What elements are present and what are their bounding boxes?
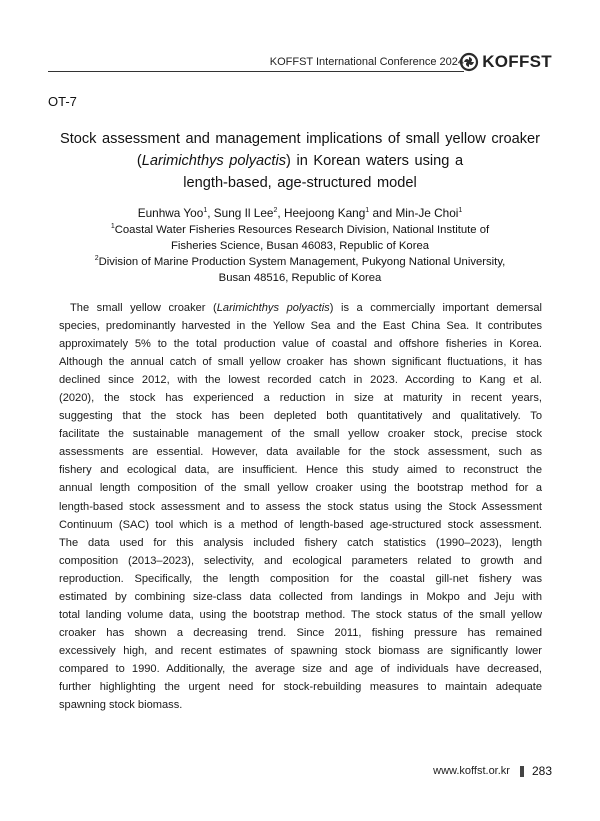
affiliation-mark: 1 <box>203 207 208 215</box>
affiliation-line: Fisheries Science, Busan 46083, Republic of Korea <box>170 240 430 252</box>
abstract-line: length-based stock assessment and to assess the stock status using the Stock Assessment <box>59 500 542 513</box>
paper-title <box>48 128 552 194</box>
footer-website: www.koffst.or.kr <box>433 765 510 777</box>
abstract-line: estimated by combining size-class data collected from landings in Mokpo and Jeju with <box>59 590 542 603</box>
abstract-line <box>59 299 542 317</box>
abstract-line: further highlighting the urgent need for stock-rebuilding measures to maintain adequate <box>59 680 542 693</box>
affiliation-text: Division of Marine Production System Management, Pukyong National University, <box>98 256 506 268</box>
author-name: Min-Je Choi <box>395 206 459 220</box>
affiliation-mark: 1 <box>365 207 370 215</box>
abstract-line: suggesting that the stock has been depleted both quantitatively and qualitatively. To <box>59 410 542 423</box>
author-name: Sung Il Lee <box>213 206 274 220</box>
abstract-line: total landing volume data, using the bootstrap method. The stock status of the small yellow <box>59 608 542 621</box>
koffst-logo <box>458 50 552 74</box>
abstract-line: composition (2013–2023), selectivity, and ecological parameters related to growth and <box>59 554 542 567</box>
affiliation-line: Busan 48516, Republic of Korea <box>218 272 382 284</box>
page-number: 283 <box>531 764 552 778</box>
affiliation-line <box>48 222 552 238</box>
title-line: length-based, age-structured model <box>183 175 417 191</box>
abstract-body <box>59 299 542 714</box>
affiliation-mark: 2 <box>273 207 278 215</box>
abstract-line: reproduction. Specifically, the length composition for the coastal gill-net fishery was <box>59 572 542 585</box>
abstract-line: The data used for this analysis included fishery catch statistics (1990–2023), length <box>59 536 542 549</box>
title-text: ( <box>136 153 142 169</box>
abstract-line: approximately 5% to the total production value of coastal and offshore fisheries in Korea. <box>59 338 542 351</box>
affiliation-text: Coastal Water Fisheries Resources Research Division, National Institute of <box>114 224 490 236</box>
species-name: Larimichthys polyactis <box>141 153 287 169</box>
koffst-swirl-icon <box>458 51 480 73</box>
abstract-line: Although the annual catch of small yellow croaker has shown significant fluctuations, it has <box>59 356 542 369</box>
affiliation-line <box>48 254 552 270</box>
abstract-line: facilitate the sustainable management of the small yellow croaker stock, precise stock <box>59 428 542 441</box>
abstract-line: fishery and ecological data, are insufficient. Hence this study aimed to reconstruct the <box>59 464 542 477</box>
running-header <box>48 50 552 74</box>
affiliation-mark: 1 <box>458 207 463 215</box>
abstract-line: spawning stock biomass. <box>59 699 183 712</box>
abstract-line: species, predominantly harvested in the Yellow Sea and the East China Sea. It contributes <box>59 320 542 333</box>
session-code: OT-7 <box>48 94 77 109</box>
abstract-text: ) is a commercially important demersal <box>329 302 542 314</box>
abstract-line: declined since 2012, with the lowest recorded catch in 2023. According to Kang et al. <box>59 374 542 387</box>
conference-name: KOFFST International Conference 2024 <box>269 56 464 68</box>
author-name: Heejoong Kang <box>283 206 366 220</box>
logo-text: KOFFST <box>482 52 552 71</box>
author-block <box>48 205 552 286</box>
page-footer <box>433 763 552 779</box>
footer-separator <box>520 766 524 777</box>
abstract-line: assessments are essential. However, data available for the stock assessment, such as <box>59 446 542 459</box>
header-rule <box>48 71 464 72</box>
abstract-line: excessively high, and recent estimates of spawning stock biomass are significantly lower <box>59 644 542 657</box>
affiliation-number: 2 <box>94 255 99 263</box>
title-line: Stock assessment and management implications of small yellow croaker <box>59 131 540 147</box>
abstract-line: compared to 1990. Additionally, the average size and age of individuals have decreased, <box>59 662 542 675</box>
abstract-line: (2020), the stock has experienced a reduction in size at maturity in recent years, <box>59 392 542 405</box>
affiliation-number: 1 <box>110 223 115 231</box>
title-text: ) in Korean waters using a <box>286 153 464 169</box>
species-name: Larimichthys polyactis <box>216 302 330 314</box>
abstract-line: Continuum (SAC) tool which is a method of length-based age-structured stock assessment. <box>59 518 542 531</box>
abstract-line: annual length composition of the small yellow croaker using the bootstrap method for a <box>59 482 542 495</box>
title-line <box>48 150 552 172</box>
author-names: Eunhwa Yoo$^1$, Sung Il Lee$^2$, Heejoong Kang$^1$ and Min-Je Choi$^1$ <box>137 206 463 220</box>
abstract-text: The small yellow croaker ( <box>70 302 217 314</box>
abstract-line: croaker has shown a decreasing trend. Since 2011, fishing pressure has remained <box>59 626 542 639</box>
author-name: Eunhwa Yoo <box>137 206 204 220</box>
